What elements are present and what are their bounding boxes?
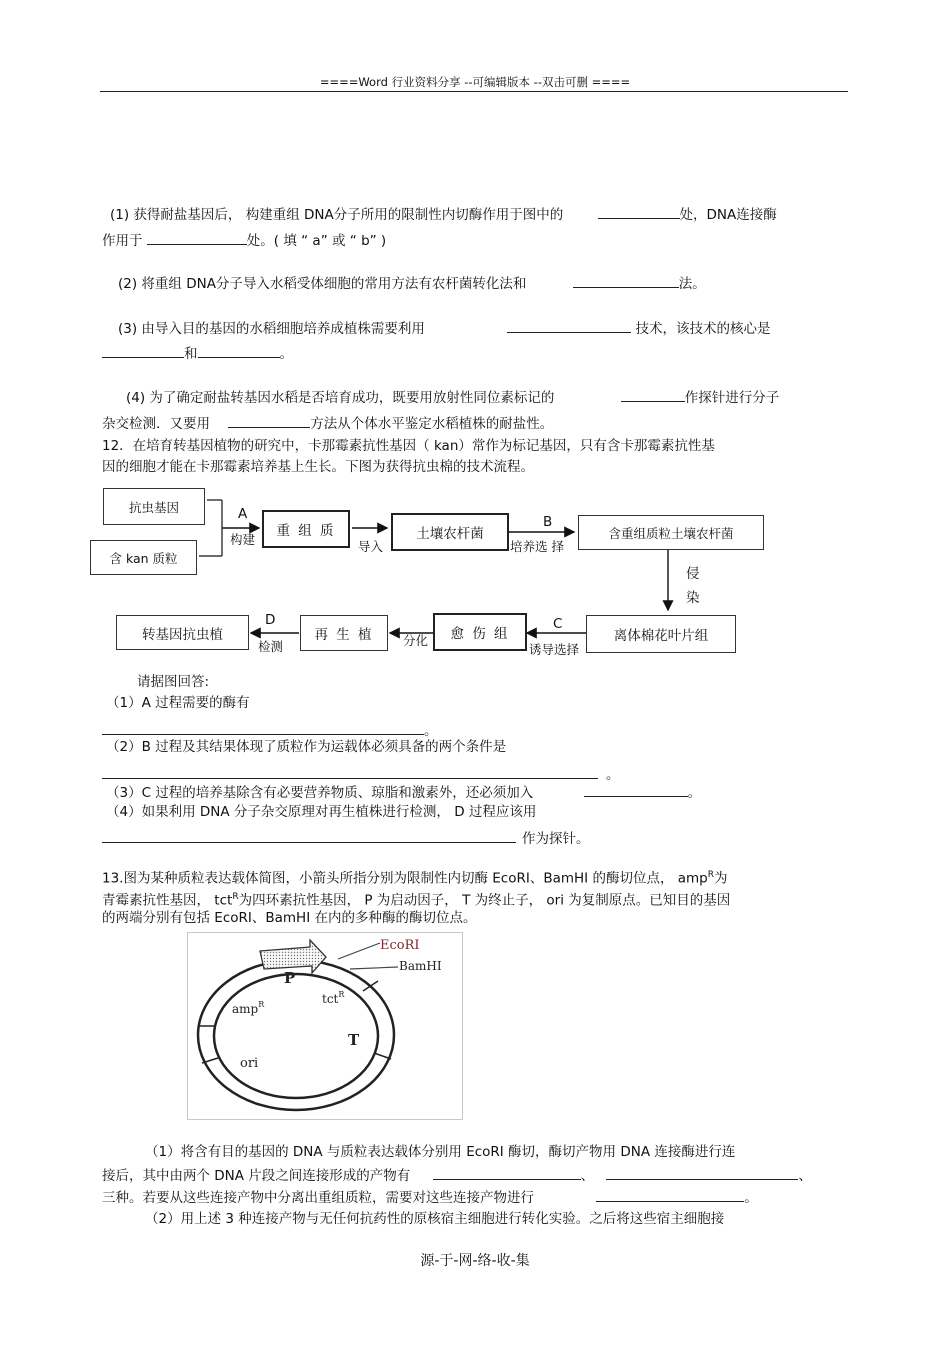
box-recombinant: 重 组 质 [262,510,350,548]
q11-p1-text3: 作用于 [102,233,143,249]
q13-line1-sup: R [707,870,714,880]
label-infect-2: 染 [686,590,700,606]
answer-blank[interactable] [433,1165,581,1180]
q12-s2: （2）B 过程及其结果体现了质粒作为运载体必须具备的两个条件是 [106,739,507,755]
q12-s1-answer [102,720,438,740]
q11-p2-text: (2) 将重组 DNA分子导入水稻受体细胞的常用方法有农杆菌转化法和 [118,276,527,292]
label-detect: 检测 [258,639,284,654]
box-transgenic-plant: 转基因抗虫植 [116,615,249,650]
answer-blank[interactable] [102,720,424,735]
q11-p1-text2: 处，DNA连接酶 [679,207,777,223]
q11-p2-text2: 法。 [678,276,706,292]
q13-line1-text: 13.图为某种质粒表达载体简图，小箭头所指分别为限制性内切酶 EcoRI、BamHI 的酶切位点， amp [102,870,708,887]
box-kan-plasmid: 含 kan 质粒 [90,540,197,575]
q13-line2-text: 青霉素抗性基因， tct [102,892,233,909]
box-callus: 愈 伤 组 [433,613,527,651]
q11-p4-text2: 作探针进行分子 [684,390,780,406]
label-promoter: P [284,969,296,987]
box-cotton-tissue: 离体棉花叶片组 [586,615,736,653]
q12-s2-answer [102,764,620,784]
page-footer: 源-于-网-络-收-集 [420,1253,530,1269]
plasmid-outer-ring [198,960,394,1110]
q13-line2-sup: R [232,892,239,902]
q11-p4-text: (4) 为了确定耐盐转基因水稻是否培育成功，既要用放射性同位素标记的 [126,390,555,406]
q11-p1-text: (1) 获得耐盐基因后， 构建重组 DNA分子所用的限制性内切酶作用于图中的 [110,207,564,223]
q12-s4-answer [102,828,590,848]
amp-sup: R [258,1000,265,1009]
box-recomb-agrobacterium: 含重组质粒土壤农杆菌 [578,515,764,550]
q12-intro-line1: 12．在培育转基因植物的研究中，卡那霉素抗性基因（ kan）常作为标记基因，只有含卡那霉素抗性基 [102,438,715,454]
box-regenerated-plant: 再 生 植 [300,615,388,651]
q13-s2: （2）用上述 3 种连接产物与无任何抗药性的原核宿主细胞进行转化实验。之后将这些宿主细胞接 [145,1211,725,1227]
q13-intro-line2 [102,888,730,910]
q12-s1: （1）A 过程需要的酶有 [106,695,250,711]
q11-p1-text4: 处。( 填 “ a” 或 “ b” ) [246,233,387,249]
label-terminator: T [348,1031,360,1049]
q13-line2-text2: 为四环素抗性基因， P 为启动因子， T 为终止子， ori 为复制原点。已知目的基因 [238,892,731,909]
plasmid-map [188,933,462,1119]
q13-line1-text2: 为 [714,870,728,887]
answer-blank[interactable] [102,764,598,779]
label-C: C [553,616,563,632]
q11-p4-text3: 杂交检测．又要用 [102,416,210,432]
q11-p4-text4: 方法从个体水平鉴定水稻植株的耐盐性。 [310,416,554,432]
label-infect-1: 侵 [686,566,700,582]
q13-s1-line1: （1）将含有目的基因的 DNA 与质粒表达载体分别用 EcoRI 酶切，酶切产物用 DNA 连接酶进行连 [145,1144,736,1160]
label-tct [322,990,345,1006]
q12-s3 [106,782,701,802]
label-bamhi: BamHI [399,959,442,973]
label-import: 导入 [358,539,384,554]
q13-s1-text: 接后，其中由两个 DNA 片段之间连接形成的产物有 [102,1168,411,1184]
label-D: D [265,612,276,628]
label-ecori: EcoRI [380,938,420,953]
answer-blank[interactable] [606,1165,798,1180]
q12-s1-end: 。 [424,723,438,739]
label-induce-select: 诱导选择 [529,642,580,657]
q12-prompt: 请据图回答: [137,674,210,690]
q13-s1-end: 。 [744,1190,758,1206]
answer-blank[interactable] [584,782,688,797]
answer-blank[interactable] [596,1187,744,1202]
q13-s1-sep2: 、 [798,1168,812,1184]
label-amp [232,1000,265,1016]
box-agrobacterium: 土壤农杆菌 [391,513,509,551]
tct-sup: R [338,990,345,999]
q13-s1-line2 [102,1165,812,1185]
q11-p3-text3: 和 [184,346,198,362]
q13-s1-sep1: 、 [580,1168,595,1184]
answer-blank[interactable] [102,828,516,843]
label-build: 构建 [230,532,256,547]
q12-s2-end: 。 [606,767,620,783]
q13-intro-line1 [102,866,728,888]
tct-text: tct [322,992,339,1006]
q12-s3-text: （3）C 过程的培养基除含有必要营养物质、琼脂和激素外，还必须加入 [106,785,534,801]
plasmid-figure [187,932,463,1120]
q12-s3-end: 。 [687,785,702,801]
ecori-site-pointer [338,943,380,959]
label-differentiate: 分化 [403,633,429,648]
q11-p3-text: (3) 由导入目的基因的水稻细胞培养成植株需要利用 [118,321,425,337]
q12-intro-line2: 因的细胞才能在卡那霉素培养基上生长。下图为获得抗虫棉的技术流程。 [102,459,534,475]
label-culture-select: 培养选 择 [510,539,564,554]
q13-s1-line3 [102,1187,758,1207]
amp-text: amp [232,1002,259,1016]
label-ori: ori [240,1056,259,1071]
ring-divider [374,1053,391,1059]
q13-s1-text2: 三种。若要从这些连接产物中分离出重组质粒，需要对这些连接产物进行 [102,1190,534,1206]
page-header: ====Word 行业资料分享 --可编辑版本 --双击可删 ==== [319,75,631,89]
bamhi-site-pointer [350,967,398,969]
q12-s4-end: 作为探针。 [522,831,590,847]
q11-p3-text2: 技术，该技术的核心是 [635,321,771,337]
box-insect-gene: 抗虫基因 [103,488,205,525]
label-B: B [543,514,553,530]
q12-s4: （4）如果利用 DNA 分子杂交原理对再生植株进行检测， D 过程应该用 [106,804,537,820]
q11-p3-text4: 。 [279,346,293,362]
q13-intro-line3: 的两端分别有包括 EcoRI、BamHI 在内的多种酶的酶切位点。 [102,910,477,926]
label-A: A [238,506,248,522]
